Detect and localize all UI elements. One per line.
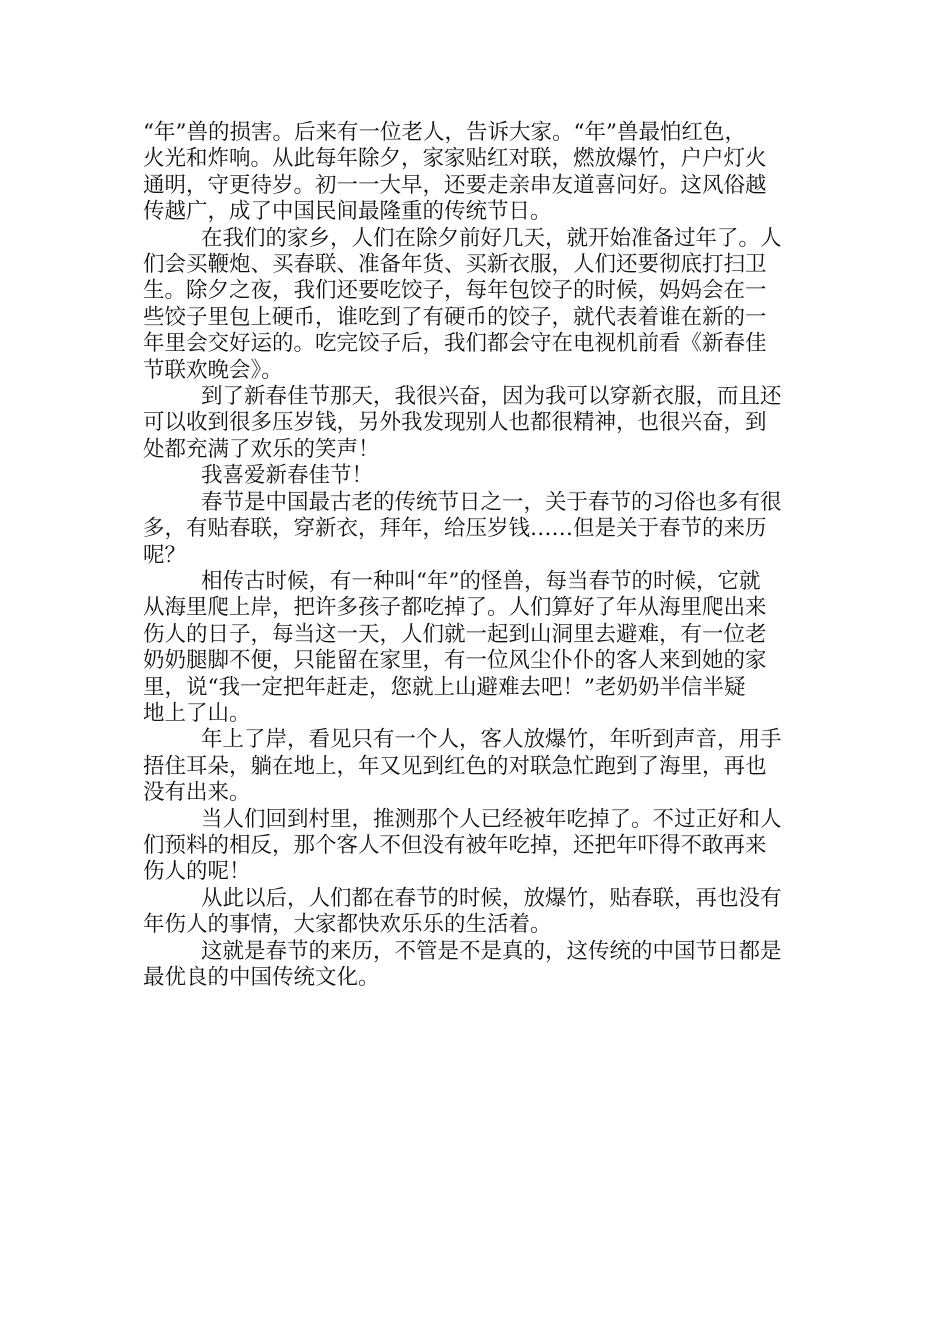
paragraph-4: 我喜爱新春佳节！ [201, 463, 374, 489]
paragraph-6: 相传古时候，有一种叫“年”的怪兽，每当春节的时候，它就 从海里爬上岸，把许多孩子都吃掉了。人们算好了年从海里爬出来 伤人的日子，每当这一天，人们就一起到山洞里去避难，有一位老 奶奶腿脚不便，只能留在家里，有一位风尘仆仆的客人来到她的家 里，说“我一定把年赶走，您就上山避难去吧！”老奶奶半信半疑 地上了山。 [143, 568, 767, 726]
paragraph-1: “年”兽的损害。后来有一位老人，告诉大家。“年”兽最怕红色， 火光和炸响。从此每年除夕，家家贴红对联，燃放爆竹，户户灯火 通明，守更待岁。初一一大早，还要走亲串友道喜问好。这风俗越 传越广，成了中国民间最隆重的传统节日。 [143, 120, 767, 225]
paragraph-2: 在我们的家乡，人们在除夕前好几天，就开始准备过年了。人 们会买鞭炮、买春联、准备年货、买新衣服，人们还要彻底打扫卫 生。除夕之夜，我们还要吃饺子，每年包饺子的时候，妈妈会在一 些饺子里包上硬币，谁吃到了有硬币的饺子，就代表着谁在新的一 年里会交好运的。吃完饺子后，我们都会守在电视机前看《新春佳 节联欢晚会》。 [143, 225, 782, 383]
paragraph-7: 年上了岸，看见只有一个人，客人放爆竹，年听到声音，用手 捂住耳朵，躺在地上，年又见到红色的对联急忙跑到了海里，再也 没有出来。 [143, 727, 782, 806]
paragraph-10: 这就是春节的来历，不管是不是真的，这传统的中国节日都是 最优良的中国传统文化。 [143, 938, 782, 990]
paragraph-5: 春节是中国最古老的传统节日之一，关于春节的习俗也多有很 多，有贴春联，穿新衣，拜年，给压岁钱……但是关于春节的来历 呢？ [143, 489, 782, 568]
paragraph-3: 到了新春佳节那天，我很兴奋，因为我可以穿新衣服，而且还 可以收到很多压岁钱，另外我发现别人也都很精神，也很兴奋，到 处都充满了欢乐的笑声！ [143, 384, 782, 462]
document-body [143, 120, 808, 991]
paragraph-8: 当人们回到村里，推测那个人已经被年吃掉了。不过正好和人 们预料的相反，那个客人不但没有被年吃掉，还把年吓得不敢再来 伤人的呢！ [143, 806, 782, 885]
paragraph-9: 从此以后，人们都在春节的时候，放爆竹，贴春联，再也没有 年伤人的事情，大家都快欢乐乐的生活着。 [143, 885, 782, 938]
